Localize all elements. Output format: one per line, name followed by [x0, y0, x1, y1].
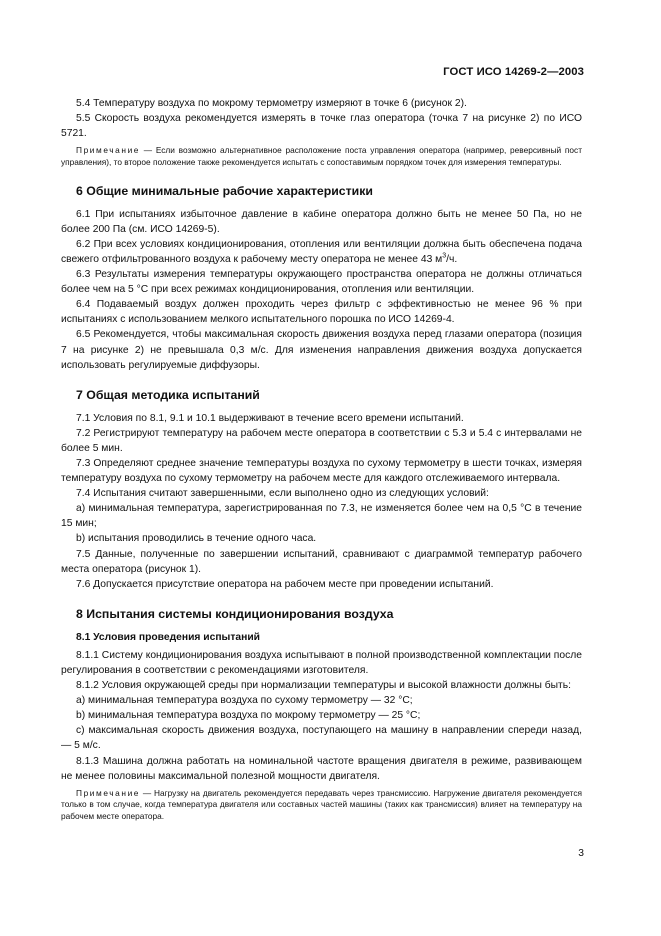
paragraph-7-4: 7.4 Испытания считают завершенными, если выполнено одно из следующих условий: — [76, 488, 489, 500]
paragraph-7-1: 7.1 Условия по 8.1, 9.1 и 10.1 выдерживают в течение всего времени испытаний. — [76, 412, 464, 424]
paragraph-6-1: 6.1 При испытаниях избыточное давление в кабине оператора должно быть не менее 50 Па, но не более 200 Па (см. ИСО 14269-5). — [61, 208, 582, 235]
paragraph-8-1-2: 8.1.2 Условия окружающей среды при нормализации температуры и высокой влажности должны быть: — [76, 680, 571, 692]
paragraph-6-2-text: 6.2 При всех условиях кондиционирования, отопления или вентиляции должна быть обеспечена подача свежего отфильтрованного воздуха к рабочему месту оператора не менее 43 м — [61, 238, 582, 265]
paragraph-6-2 — [61, 237, 582, 267]
subsection-8-1-heading: 8.1 Условия проведения испытаний — [76, 631, 261, 643]
paragraph-6-2-unit: /ч. — [446, 253, 458, 265]
paragraph-5-5: 5.5 Скорость воздуха рекомендуется измерять в точке глаз оператора (точка 7 на рисунке 2) по ИСО 5721. — [61, 113, 582, 140]
paragraph-8-1-3: 8.1.3 Машина должна работать на номинальной частоте вращения двигателя в режиме, развивающем не менее половины максимальной полезной мощности двигателя. — [61, 755, 582, 782]
note-block-2 — [61, 788, 582, 823]
paragraph-6-3: 6.3 Результаты измерения температуры окружающего пространства оператора не должны отличаться более чем на 5 °С при всех режимах кондиционирования, отопления или вентиляции. — [61, 269, 582, 296]
section-7-heading: 7 Общая методика испытаний — [76, 387, 260, 402]
note-text: — Нагрузку на двигатель рекомендуется передавать через трансмиссию. Нагружение двигателя рекомендуется только в том случае, когда температура двигателя или составных частей машины (таких как трансмиссия) влияет на температуру на рабочем месте оператора. — [61, 787, 582, 822]
note-text: — Если возможно альтернативное расположение поста управления оператора (например, реверсивный пост управления), то второе положение также рекомендуется испытать с сопоставимым порядком точек для измерения температуры. — [61, 145, 582, 167]
page-content — [61, 96, 582, 823]
list-item-8-1-2-b: b) минимальная температура воздуха по мокрому термометру — 25 °С; — [76, 710, 421, 722]
paragraph-7-2: 7.2 Регистрируют температуру на рабочем месте оператора в соответствии с 5.3 и 5.4 с интервалами не более 5 мин. — [61, 427, 582, 454]
page-number: 3 — [578, 848, 584, 859]
list-item-8-1-2-a: a) минимальная температура воздуха по сухому термометру — 32 °С; — [76, 695, 413, 707]
paragraph-6-5: 6.5 Рекомендуется, чтобы максимальная скорость движения воздуха перед глазами оператора (позиция 7 на рисунке 2) не превышала 0,3 м/с. Для изменения направления движения воздуха допускается использовать регулируемые диффузоры. — [61, 329, 582, 371]
note-block-1 — [61, 145, 582, 168]
paragraph-6-2-superscript: 3 — [442, 252, 447, 260]
list-item-7-4-b: b) испытания проводились в течение одного часа. — [76, 533, 317, 545]
note-label: Примечание — [76, 787, 141, 798]
list-item-7-4-a: a) минимальная температура, зарегистрированная по 7.3, не изменяется более чем на 0,5 °С в течение 15 мин; — [61, 503, 582, 530]
document-code-header: ГОСТ ИСО 14269-2—2003 — [443, 66, 584, 78]
section-6-heading: 6 Общие минимальные рабочие характеристики — [76, 183, 373, 198]
paragraph-5-4: 5.4 Температуру воздуха по мокрому термометру измеряют в точке 6 (рисунок 2). — [76, 98, 467, 109]
note-label: Примечание — [76, 145, 141, 156]
list-item-8-1-2-c: c) максимальная скорость движения воздуха, поступающего на машину в направлении спереди назад, — 5 м/с. — [61, 725, 582, 752]
paragraph-7-3: 7.3 Определяют среднее значение температуры воздуха по сухому термометру в шести точках, измеряя температуру воздуха по сухому термометру на рабочем месте для каждого отслеживаемого интервала. — [61, 458, 582, 485]
paragraph-6-4: 6.4 Подаваемый воздух должен проходить через фильтр с эффективностью не менее 96 % при испытаниях с использованием мелкого испытательного порошка по ИСО 14269-4. — [61, 299, 582, 326]
paragraph-8-1-1: 8.1.1 Систему кондиционирования воздуха испытывают в полной производственной комплектации после регулирования в соответствии с рекомендациями изготовителя. — [61, 649, 582, 676]
paragraph-7-6: 7.6 Допускается присутствие оператора на рабочем месте при проведении испытаний. — [76, 578, 494, 590]
paragraph-7-5: 7.5 Данные, полученные по завершении испытаний, сравнивают с диаграммой температур рабочего места оператора (рисунок 1). — [61, 548, 582, 575]
section-8-heading: 8 Испытания системы кондиционирования воздуха — [76, 606, 394, 621]
